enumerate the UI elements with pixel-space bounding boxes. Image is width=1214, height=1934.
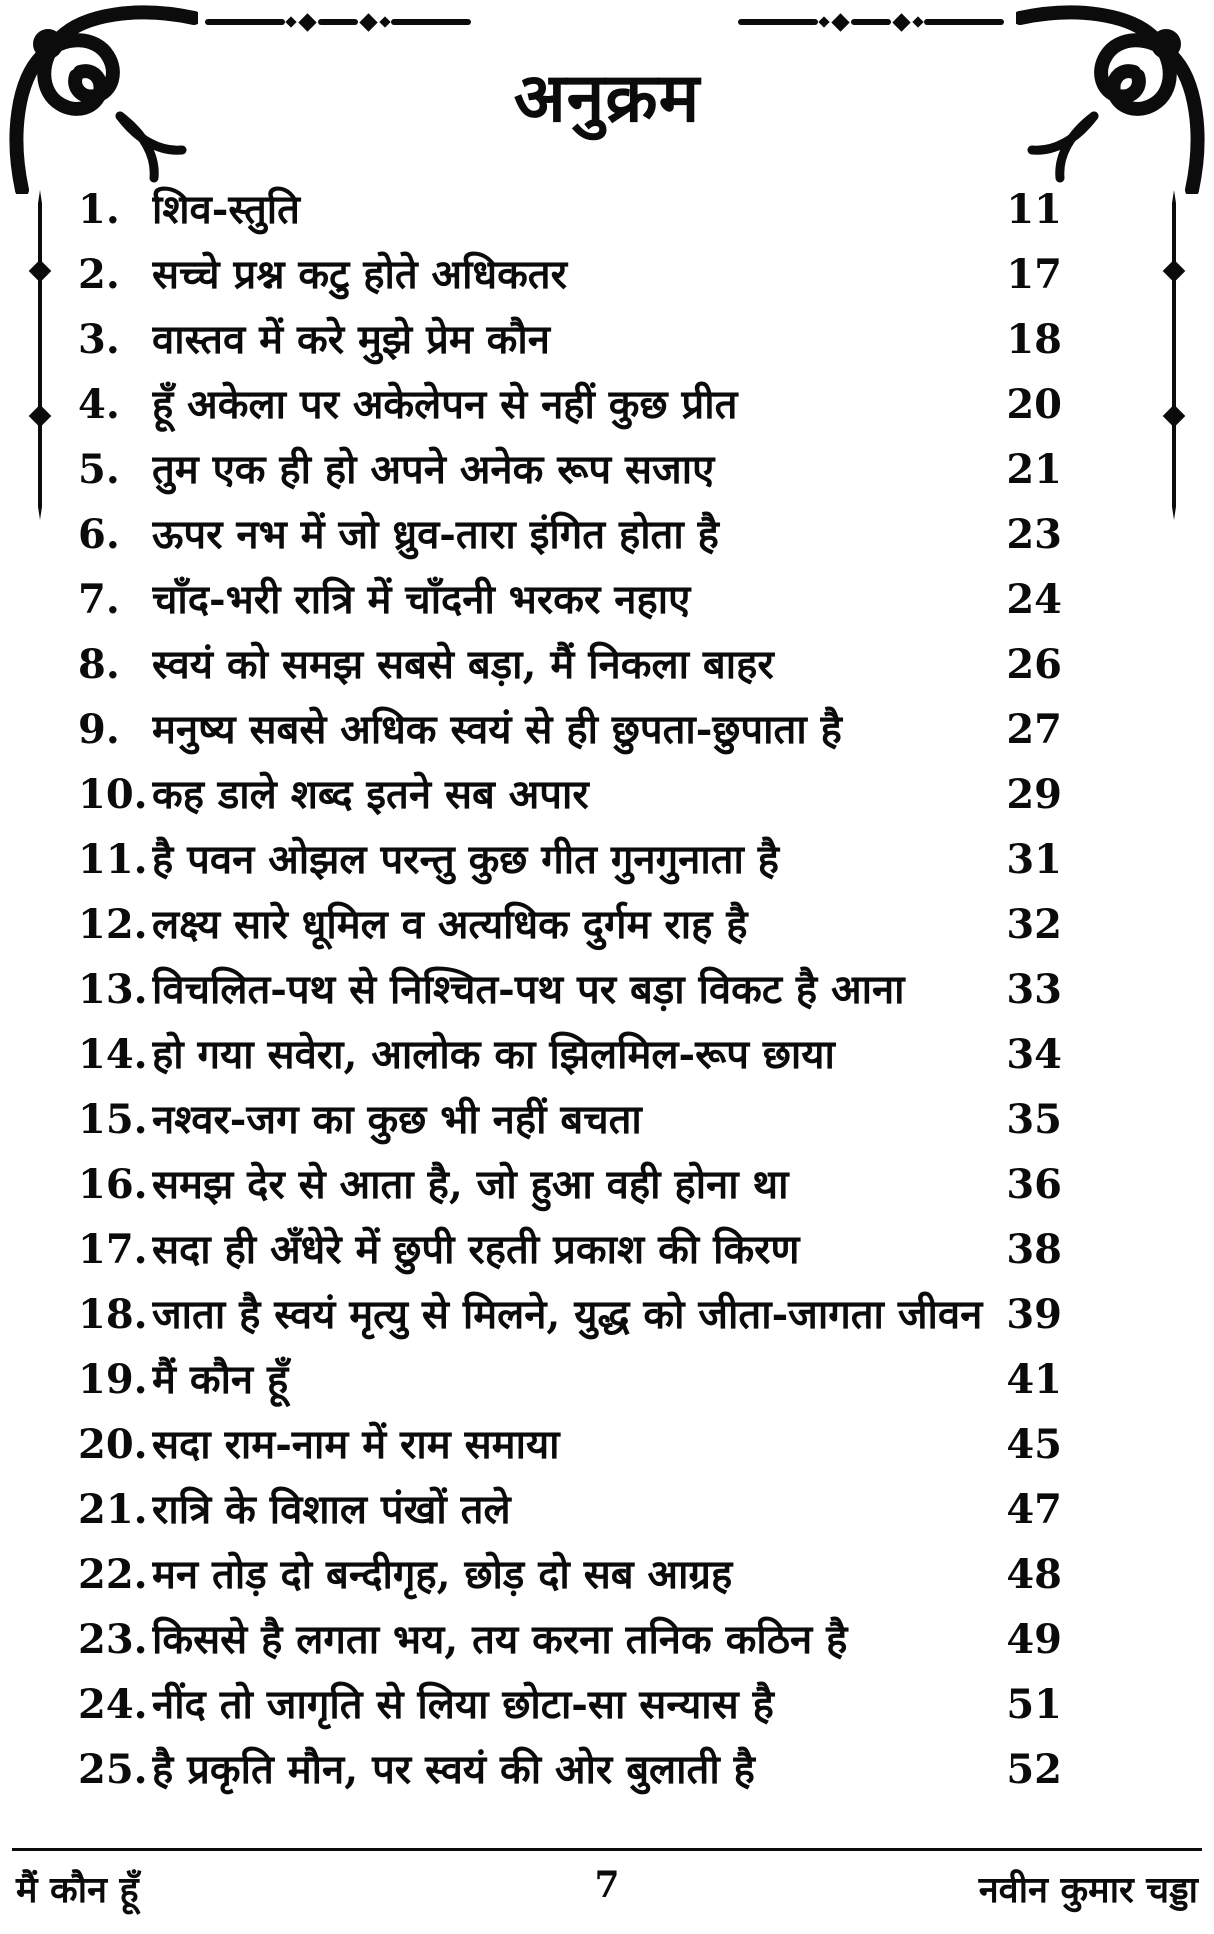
entry-page-number: 36	[1006, 1161, 1062, 1208]
top-rule-ornament-icon	[205, 12, 471, 32]
entry-page-number: 32	[1006, 901, 1062, 948]
entry-page-number: 26	[1006, 641, 1062, 688]
top-rule-ornament-icon	[738, 12, 1004, 32]
entry-page-number: 34	[1006, 1031, 1062, 1078]
entry-page-number: 29	[1006, 771, 1062, 818]
toc-entry	[78, 242, 1062, 307]
entry-number: 13.	[78, 966, 148, 1013]
entry-page-number: 52	[1006, 1746, 1062, 1793]
entry-number: 10.	[78, 771, 148, 818]
toc-entry	[78, 632, 1062, 697]
toc-list	[78, 177, 1062, 1802]
toc-entry	[78, 1152, 1062, 1217]
entry-number: 4.	[78, 381, 120, 428]
toc-entry	[78, 1347, 1062, 1412]
entry-page-number: 20	[1006, 381, 1062, 428]
entry-number: 25.	[78, 1746, 148, 1793]
toc-entry	[78, 957, 1062, 1022]
entry-number: 11.	[78, 836, 148, 883]
entry-page-number: 23	[1006, 511, 1062, 558]
entry-page-number: 48	[1006, 1551, 1062, 1598]
entry-page-number: 41	[1006, 1356, 1062, 1403]
footer-page-number: 7	[594, 1864, 620, 1906]
page-footer	[16, 1864, 1198, 1913]
entry-page-number: 39	[1006, 1291, 1062, 1338]
entry-title: नींद तो जागृति से लिया छोटा-सा सन्यास है	[152, 1681, 774, 1728]
toc-entry	[78, 1607, 1062, 1672]
entry-page-number: 27	[1006, 706, 1062, 753]
entry-page-number: 51	[1006, 1681, 1062, 1728]
entry-number: 22.	[78, 1551, 148, 1598]
side-rule-ornament-icon	[28, 190, 52, 520]
entry-title: नश्वर-जग का कुछ भी नहीं बचता	[152, 1096, 642, 1143]
toc-entry	[78, 372, 1062, 437]
entry-number: 17.	[78, 1226, 148, 1273]
entry-page-number: 18	[1006, 316, 1062, 363]
toc-entry	[78, 762, 1062, 827]
entry-title: चाँद-भरी रात्रि में चाँदनी भरकर नहाए	[152, 576, 691, 623]
entry-title: सदा ही अँधेरे में छुपी रहती प्रकाश की किरण	[152, 1226, 800, 1273]
toc-entry	[78, 437, 1062, 502]
toc-entry	[78, 502, 1062, 567]
entry-page-number: 11	[1006, 186, 1062, 233]
entry-number: 24.	[78, 1681, 148, 1728]
entry-title: हो गया सवेरा, आलोक का झिलमिल-रूप छाया	[152, 1031, 835, 1078]
footer-book-title: मैं कौन हूँ	[16, 1869, 139, 1911]
entry-title: वास्तव में करे मुझे प्रेम कौन	[152, 316, 550, 363]
entry-title: समझ देर से आता है, जो हुआ वही होना था	[152, 1161, 789, 1208]
entry-number: 18.	[78, 1291, 148, 1338]
entry-title: ऊपर नभ में जो ध्रुव-तारा इंगित होता है	[152, 511, 719, 558]
entry-title: मैं कौन हूँ	[152, 1356, 289, 1403]
entry-title: रात्रि के विशाल पंखों तले	[152, 1486, 511, 1533]
entry-number: 8.	[78, 641, 120, 688]
entry-number: 2.	[78, 251, 120, 298]
toc-entry	[78, 1477, 1062, 1542]
entry-page-number: 38	[1006, 1226, 1062, 1273]
entry-page-number: 47	[1006, 1486, 1062, 1533]
entry-number: 3.	[78, 316, 120, 363]
footer-divider	[12, 1848, 1202, 1851]
entry-title: किससे है लगता भय, तय करना तनिक कठिन है	[152, 1616, 848, 1663]
toc-entry	[78, 1022, 1062, 1087]
entry-number: 1.	[78, 186, 120, 233]
toc-entry	[78, 1542, 1062, 1607]
entry-number: 15.	[78, 1096, 148, 1143]
entry-title: कह डाले शब्द इतने सब अपार	[152, 771, 589, 818]
entry-page-number: 49	[1006, 1616, 1062, 1663]
footer-author-name: नवीन कुमार चड्डा	[978, 1869, 1198, 1911]
toc-entry	[78, 1282, 1062, 1347]
entry-title: विचलित-पथ से निश्चित-पथ पर बड़ा विकट है आना	[152, 966, 905, 1013]
entry-title: तुम एक ही हो अपने अनेक रूप सजाए	[152, 446, 715, 493]
entry-number: 16.	[78, 1161, 148, 1208]
toc-entry	[78, 1217, 1062, 1282]
entry-title: जाता है स्वयं मृत्यु से मिलने, युद्ध को जीता-जागता जीवन	[152, 1291, 983, 1338]
toc-entry	[78, 567, 1062, 632]
side-rule-ornament-icon	[1162, 190, 1186, 520]
corner-flourish-icon	[1016, 4, 1206, 194]
toc-entry	[78, 1412, 1062, 1477]
entry-title: है पवन ओझल परन्तु कुछ गीत गुनगुनाता है	[152, 836, 779, 883]
entry-number: 19.	[78, 1356, 148, 1403]
entry-page-number: 24	[1006, 576, 1062, 623]
entry-title: लक्ष्य सारे धूमिल व अत्यधिक दुर्गम राह है	[152, 901, 748, 948]
entry-title: स्वयं को समझ सबसे बड़ा, मैं निकला बाहर	[152, 641, 774, 688]
entry-title: मन तोड़ दो बन्दीगृह, छोड़ दो सब आग्रह	[152, 1551, 733, 1598]
entry-title: शिव-स्तुति	[152, 186, 300, 233]
entry-number: 5.	[78, 446, 120, 493]
entry-page-number: 35	[1006, 1096, 1062, 1143]
entry-number: 23.	[78, 1616, 148, 1663]
toc-entry	[78, 1087, 1062, 1152]
entry-page-number: 45	[1006, 1421, 1062, 1468]
entry-title: मनुष्य सबसे अधिक स्वयं से ही छुपता-छुपाता है	[152, 706, 842, 753]
entry-page-number: 21	[1006, 446, 1062, 493]
corner-flourish-icon	[8, 4, 198, 194]
toc-entry	[78, 177, 1062, 242]
page-title: अनुक्रम	[513, 58, 701, 138]
entry-page-number: 33	[1006, 966, 1062, 1013]
entry-number: 20.	[78, 1421, 148, 1468]
toc-entry	[78, 892, 1062, 957]
entry-number: 21.	[78, 1486, 148, 1533]
toc-entry	[78, 1737, 1062, 1802]
entry-title: है प्रकृति मौन, पर स्वयं की ओर बुलाती है	[152, 1746, 755, 1793]
entry-number: 12.	[78, 901, 148, 948]
entry-title: सच्चे प्रश्न कटु होते अधिकतर	[152, 251, 567, 298]
entry-page-number: 17	[1006, 251, 1062, 298]
entry-number: 14.	[78, 1031, 148, 1078]
toc-entry	[78, 307, 1062, 372]
entry-page-number: 31	[1006, 836, 1062, 883]
entry-number: 6.	[78, 511, 120, 558]
entry-title: सदा राम-नाम में राम समाया	[152, 1421, 560, 1468]
toc-entry	[78, 1672, 1062, 1737]
entry-number: 9.	[78, 706, 120, 753]
toc-entry	[78, 827, 1062, 892]
entry-number: 7.	[78, 576, 120, 623]
entry-title: हूँ अकेला पर अकेलेपन से नहीं कुछ प्रीत	[152, 381, 738, 428]
toc-entry	[78, 697, 1062, 762]
